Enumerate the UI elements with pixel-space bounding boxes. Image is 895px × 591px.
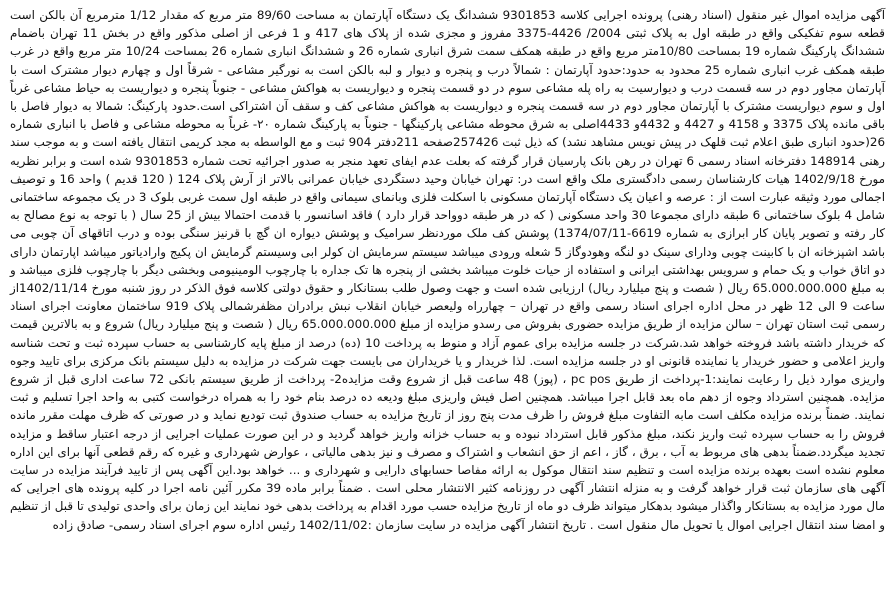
notice-heading: آگهی مزایده اموال غیر منقول (اسناد رهنی) [667, 8, 886, 22]
auction-notice-text [10, 6, 885, 534]
notice-body: پرونده اجرایی کلاسه 9301853 ششدانگ یک دستگاه آپارتمان به مساحت 89/60 متر مربع که مقدار 1/12 مترمربع آن بالکن است قطعه سوم تفکیکی واقع در طبقه اول به پلاک ثبتی 2004/ 4426-3375 مفروز و مجزی شده از پلاک های 417 و 1 فرعی از اصلی مذکور واقع در بخش 11 تهران باضمام ششدانگ پارکینگ شماره 19 بمساحت 10/80متر مربع واقع در طبقه همکف سمت شرق انباری شماره 26 و ششدانگ انباری شماره 26 بمساحت 10/24 متر مربع واقع در غرب طبقه همکف غرب انباری شماره 25 محدود به حدود:حدود آپارتمان : شمالاً درب و پنجره و دیوار و لبه بالکن است به نورگیر مشاعی - شرقاً اول و چهارم دیوار مشترک است با آپارتمان مجاور دوم در سه قسمت درب و دیوارسیت به راه پله مشاعی سوم در دو قسمت پنجره و دیواریست به هواکش مشاعی - جنوباً پنجره و دیواریست به حیاط مشاعی غرباً اول و سوم دیواریست مشترک با آپارتمان مجاور دوم در سه قسمت پنجره و دیواریست به هواکش مشاعی کف و سقف آن اشتراکی است.حدود پارکینگ: شمالا به دیوار فاصل با باقی مانده پلاک 3375 و 4158 و 4427 و 4432و 4433اصلی به شرق محوطه مشاعی پارکینگها - جنوباً به پارکینگ شماره ۲۰- غرباً به محوطه مشاعی و فاصل با انباری شماره 26(حدود انباری طبق اعلام ثبت قلهک در پیش نویس مشاهد نشد) که ذیل ثبت 257426صفحه 211دفتر 904 ثبت و مع الواسطه به مجد کریمی انتقال یافته است و به موجب سند رهنی 148914 دفترخانه اسناد رسمی 6 تهران در رهن بانک پارسیان قرار گرفته که بعلت عدم ایفای تعهد منجر به صدور اجرائیه تحت شماره 9301853 شده است و برابر نظریه مورخ 1402/9/18 هیات کارشناسان رسمی دادگستری ملک واقع است در: تهران خیابان وحید دستگردی خیابان عمرانی بالاتر از آرش پلاک 124 ( 120 قدیم ) واحد 16 و توصیف اجمالی مورد وثیقه عبارت است از : عرصه و اعیان یک دستگاه آپارتمان مسکونی با اسکلت فلزی وبانمای سیمانی واقع در طبقه اول سمت غربی بلوک 3 در یک مجموعه ساختمانی شامل 4 بلوک ساختمانی 6 طبقه دارای مجموعا 30 واحد مسکونی ( که در هر طبقه دوواحد قرار دارد ) فاقد اسانسور با قدمت احتمالا بیش از 25 سال ( با توجه به نوع مصالح به کار رفته و تصویر پایان کار ابرازی به شماره 6619-1374/07/11) پوشش کف ملک موردنظر سرامیک و پوشش دیواره ان گچ با قرنیز سنگی بوده و درب اتاقهای آن چوبی می باشد اشپزخانه ان با کابینت چوبی ودارای سینک دو لنگه وهودوگاز 5 شعله ورودی میباشد سیستم سرمایش ان کولر ابی وسیستم گرمایش ان پکیج وارادیاتور میباشد اپارتمان دارای دو اتاق خواب و یک حمام و سرویس بهداشتی ایرانی و استفاده از حیات خلوت میباشد بخشی از پنجره ها تک جداره با چارچوب الومینیومی وبخشی دیگر با چارچوب فلزی میباشد و به مبلغ 65.000.000.000 ریال ( شصت و پنج میلیارد ریال) ارزیابی شده است و جهت وصول طلب بستانکار و حقوق دولتی کلاسه فوق الذکر در روز شنبه مورخ 1402/11/14از ساعت 9 الی 12 ظهر در محل اداره اجرای اسناد رسمی واقع در تهران – چهارراه ولیعصر خیابان انقلاب نبش برادران مظفرشمالی پلاک 919 ساختمان معاونت اجرای اسناد رسمی ثبت استان تهران – سالن مزایده از طریق مزایده حضوری بفروش می رسدو مزایده از مبلغ 65.000.000.000 ریال ( شصت و پنج میلیارد ریال) شروع و به بالاترین قیمت که خریدار داشته باشد فروخته خواهد شد.شرکت در جلسه مزایده برای عموم آزاد و منوط به پرداخت 10 (ده) درصد از مبلغ پایه کارشناسی به حساب سپرده ثبت و تحت شناسه واریز اعلامی و حضور خریدار یا نماینده قانونی او در جلسه مزایده است. لذا خریدار و یا خریداران می بایست جهت شرکت در مزایده به دلیل سیستم بانک مرکزی برای تایید وجوه واریزی موارد ذیل را رعایت نمایند:1-پرداخت از طریق pc pos ، (پوز) 48 ساعت قبل از شروع وقت مزایده2- پرداخت از طریق سیستم بانکی 72 ساعت اداری قبل از شروع مزایده. همچنین استرداد وجوه از دهم ماه بعد قابل اجرا میباشد. همچنین اصل فیش واریزی مبلغ ودیعه ده درصد بنام خود را به همراه درخواست کتبی به واحد اجرا تسلیم و ثبت نمایند. ضمناً برنده مزایده مکلف است مابه التفاوت مبلغ فروش را ظرف مدت پنج روز از تاریخ مزایده به حساب صندوق ثبت تودیع نماید و در صورتی که ظرف مهلت مقرر مانده فروش را به حساب سپرده ثبت واریز نکند، مبلغ مذکور قابل استرداد نبوده و به حساب خزانه واریز خواهد گردید و در این صورت عملیات اجرایی از درجه اعتبار ساقط و مزایده تجدید میگردد.ضمناً بدهی های مربوط به آب ، برق ، گاز ، اعم از حق انشعاب و اشتراک و مصرف و نیز بدهی مالیاتی ، عوارض شهرداری و غیره که رقم قطعی آنها برای این اداره معلوم نشده است بعهده برنده مزایده است و تنظیم سند انتقال موکول به ارائه مفاصا حسابهای دارایی و شهرداری و ... خواهد بود.این آگهی پس از تایید فرآیند مزایده در سایت آگهی های سازمان ثبت قرار خواهد گرفت و به منزله انتشار آگهی در روزنامه کثیر الانتشار محلی است . ضمناً برابر ماده 39 مکرر آئین نامه اجرا در کلیه پرونده های اجرایی که مال مورد مزایده به بستانکار واگذار میشود بدهکار میتواند ظرف دو ماه از تاریخ مزایده حسب مورد اقدام به پرداخت بدهی خود نمایند این زمان برای واحدی تولیدی تا قبل از تنظیم و امضا سند انتقال اجرایی اموال یا تحویل مال منقول است . تاریخ انتشار آگهی مزایده در سایت سازمان :1402/11/02 رئیس اداره سوم اجرای اسناد رسمی- صادق زاده [10, 8, 886, 532]
